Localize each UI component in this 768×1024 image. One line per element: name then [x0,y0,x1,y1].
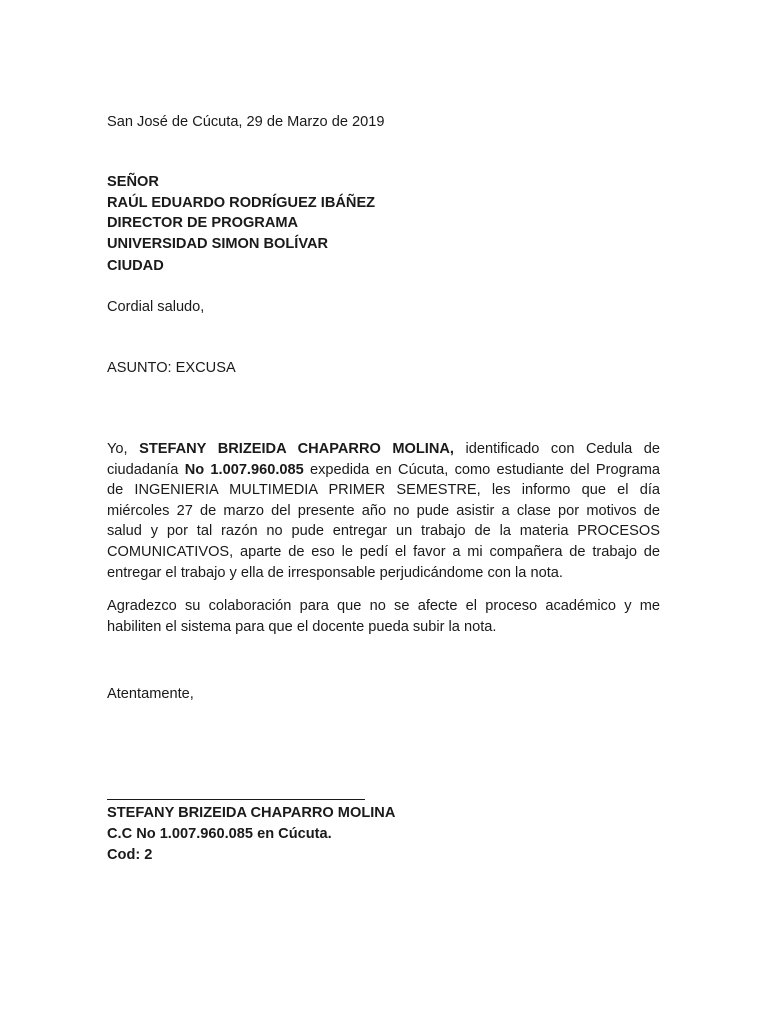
text-fragment: Yo, [107,441,140,457]
signature-code: Cod: 2 [107,847,153,863]
body-paragraph-2 [107,596,660,637]
recipient-name: RAÚL EDUARDO RODRÍGUEZ IBÁÑEZ [107,195,376,211]
text-fragment: identificado con Cedula de [454,441,660,457]
student-name-inline: STEFANY BRIZEIDA CHAPARRO MOLINA, [139,441,454,457]
paragraph-row: miércoles 27 de marzo del presente año no pude asistir a clase por motivos de [107,502,660,519]
paragraph-row: salud y por tal razón no pude entregar un trabajo de la materia PROCESOS [107,523,660,540]
paragraph-row: entregar el trabajo y ella de irresponsable perjudicándome con la nota. [107,564,563,581]
text-fragment: expedida en Cúcuta, como estudiante del Programa [303,461,660,478]
paragraph-row: de INGENIERIA MULTIMEDIA PRIMER SEMESTRE, les informo que el día [107,482,660,499]
recipient-institution: UNIVERSIDAD SIMON BOLÍVAR [107,236,329,252]
text-fragment: ciudadanía [107,461,185,478]
greeting: Cordial saludo, [107,299,205,315]
paragraph-row [107,460,660,481]
signature-id: C.C No 1.007.960.085 en Cúcuta. [107,826,332,842]
paragraph-row [107,439,660,460]
recipient-position: DIRECTOR DE PROGRAMA [107,215,299,231]
date-line: San José de Cúcuta, 29 de Marzo de 2019 [107,114,385,130]
student-id-inline: No 1.007.960.085 [184,461,304,478]
signature-line [107,799,365,800]
recipient-city: CIUDAD [107,258,164,274]
paragraph-row: habiliten el sistema para que el docente pueda subir la nota. [107,618,497,635]
paragraph-row: Agradezco su colaboración para que no se afecte el proceso académico y me [107,598,660,614]
body-paragraph-1 [107,439,660,583]
closing: Atentamente, [107,686,194,702]
signature-name: STEFANY BRIZEIDA CHAPARRO MOLINA [107,805,396,821]
paragraph-row: COMUNICATIVOS, aparte de eso le pedí el favor a mi compañera de trabajo de [107,543,660,560]
subject-line: ASUNTO: EXCUSA [107,360,236,376]
recipient-title: SEÑOR [107,174,159,190]
